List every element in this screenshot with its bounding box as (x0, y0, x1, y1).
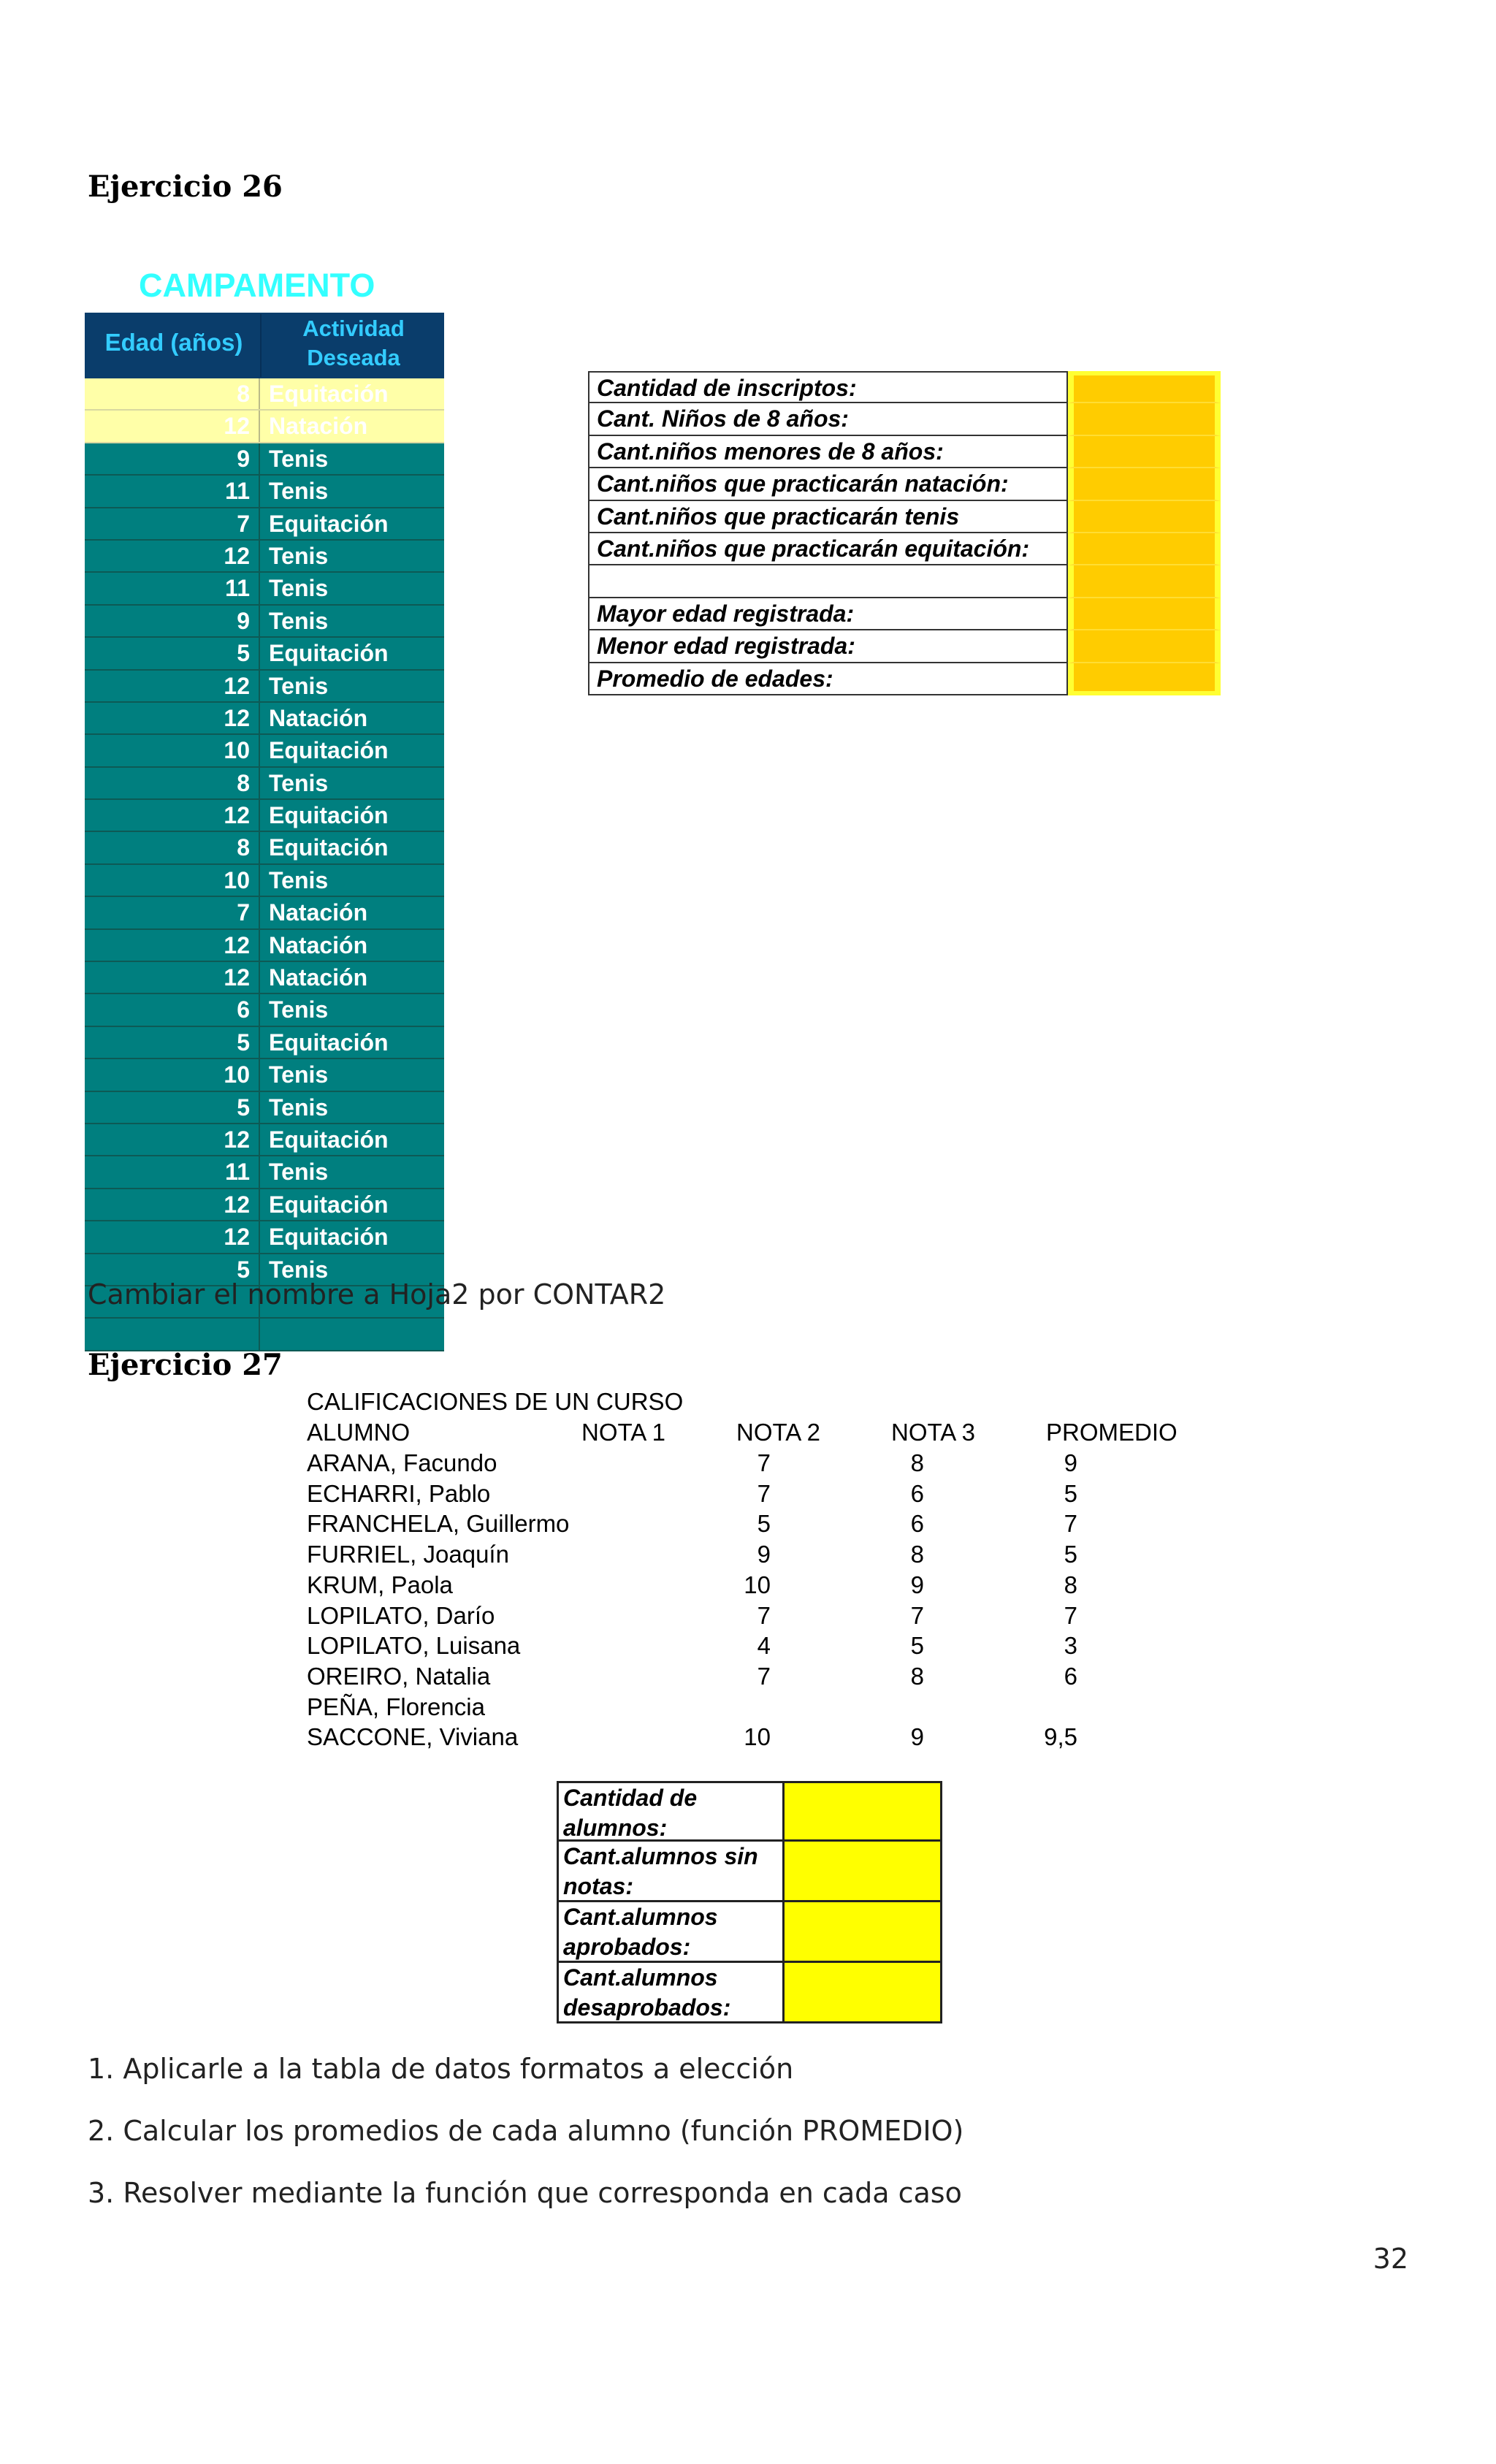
header-nota-1: NOTA 1 (581, 1419, 665, 1446)
camp-table-row (85, 606, 444, 638)
grade-nota-1: 7 (757, 1662, 771, 1690)
camp-table-row (85, 1221, 444, 1254)
age-cell: 10 (85, 865, 260, 896)
grade-nota-3: 7 (1064, 1510, 1077, 1538)
activity-cell: Equitación (269, 381, 389, 407)
exercise-27-heading: Ejercicio 27 (88, 1348, 283, 1382)
summary-row (588, 598, 1221, 630)
age-cell: 5 (85, 1092, 260, 1123)
camp-table-row (85, 930, 444, 962)
camp-table-row (85, 476, 444, 508)
summary-label: Promedio de edades: (588, 663, 1068, 695)
instruction-3: 3. Resolver mediante la función que corresponda en cada caso (88, 2177, 962, 2209)
age-cell: 8 (85, 378, 260, 409)
activity-cell: Equitación (269, 1029, 389, 1056)
summary-label (588, 565, 1068, 598)
camp-table-row (85, 1092, 444, 1124)
camp-table-row (85, 865, 444, 897)
grade-nota-1: 7 (757, 1479, 771, 1507)
camp-table-row (85, 1059, 444, 1091)
grade-nota-2: 9 (910, 1571, 924, 1598)
age-cell: 5 (85, 1027, 260, 1058)
grades-table-title: CALIFICACIONES DE UN CURSO (307, 1388, 684, 1415)
age-cell: 10 (85, 1059, 260, 1090)
grade-nota-2: 8 (910, 1541, 924, 1568)
summary-row (588, 630, 1221, 663)
student-name: OREIRO, Natalia (307, 1662, 491, 1690)
age-cell: 5 (85, 1254, 260, 1285)
stats-answer-cell[interactable] (785, 1842, 942, 1902)
age-cell (85, 1319, 260, 1349)
age-column-header: Edad (años) (104, 329, 243, 356)
grade-nota-1: 4 (757, 1632, 771, 1660)
age-cell: 11 (85, 573, 260, 603)
stats-answer-cell[interactable] (785, 1902, 942, 1963)
activity-cell: Tenis (269, 607, 329, 634)
grade-nota-2: 6 (910, 1479, 924, 1507)
summary-answer-cell[interactable] (1068, 565, 1221, 598)
grade-nota-1: 9 (757, 1541, 771, 1568)
activity-cell: Equitación (269, 737, 389, 764)
summary-label: Cant.niños que practicarán natación: (588, 468, 1068, 500)
stats-answer-cell[interactable] (785, 1781, 942, 1842)
camp-table-row (85, 768, 444, 800)
camp-table-row (85, 800, 444, 832)
camp-table-row (85, 703, 444, 735)
activity-cell: Tenis (269, 769, 329, 796)
camp-table-row (85, 378, 444, 411)
age-cell: 12 (85, 800, 260, 831)
header-nota-2: NOTA 2 (736, 1419, 820, 1446)
activity-cell (260, 1319, 444, 1349)
grade-nota-1: 7 (757, 1601, 771, 1629)
header-promedio: PROMEDIO (1046, 1419, 1178, 1446)
stats-label: Cant.alumnos sin notas: (557, 1842, 785, 1902)
camp-table-header (85, 313, 444, 378)
camp-table-row (85, 994, 444, 1026)
age-cell: 12 (85, 671, 260, 701)
age-cell: 11 (85, 1156, 260, 1187)
header-nota-3: NOTA 3 (891, 1419, 975, 1446)
summary-answer-cell[interactable] (1068, 501, 1221, 533)
summary-row (588, 403, 1221, 435)
camp-table-row (85, 897, 444, 929)
camp-table-row (85, 1027, 444, 1059)
age-cell: 12 (85, 1189, 260, 1220)
student-name: LOPILATO, Luisana (307, 1632, 521, 1660)
activity-cell: Natación (269, 931, 368, 958)
age-cell: 11 (85, 476, 260, 506)
activity-cell: Tenis (269, 478, 329, 505)
student-name: FRANCHELA, Guillermo (307, 1510, 570, 1538)
activity-cell: Natación (269, 704, 368, 731)
camp-table-row (85, 832, 444, 864)
grade-nota-2: 8 (910, 1449, 924, 1476)
grades-stats-table (557, 1781, 942, 2024)
summary-row (588, 468, 1221, 500)
age-cell: 7 (85, 508, 260, 539)
student-name: LOPILATO, Darío (307, 1601, 495, 1629)
grade-nota-3: 9,5 (1044, 1723, 1077, 1751)
age-cell: 12 (85, 541, 260, 571)
instruction-2: 2. Calcular los promedios de cada alumno (función PROMEDIO) (88, 2115, 964, 2147)
grade-nota-3: 7 (1064, 1601, 1077, 1629)
student-name: ECHARRI, Pablo (307, 1479, 491, 1507)
summary-answer-cell[interactable] (1068, 436, 1221, 468)
grade-nota-3: 9 (1064, 1449, 1077, 1476)
camp-table-row (85, 962, 444, 994)
camp-table-row (85, 1319, 444, 1351)
activity-cell: Tenis (269, 1094, 329, 1121)
header-alumno: ALUMNO (307, 1419, 411, 1446)
student-name: KRUM, Paola (307, 1571, 453, 1598)
activity-cell: Tenis (269, 1159, 329, 1186)
summary-row (588, 371, 1221, 403)
camp-summary-table (588, 371, 1221, 695)
grade-nota-2: 8 (910, 1662, 924, 1690)
grade-nota-1: 5 (757, 1510, 771, 1538)
camp-table-body (85, 378, 444, 1351)
age-cell: 8 (85, 832, 260, 863)
summary-label: Mayor edad registrada: (588, 598, 1068, 630)
camp-table-row (85, 1189, 444, 1221)
summary-answer-cell[interactable] (1068, 663, 1221, 695)
activity-cell: Tenis (269, 672, 329, 699)
age-cell: 8 (85, 768, 260, 798)
grade-nota-1: 7 (757, 1449, 771, 1476)
stats-label: Cant.alumnos aprobados: (557, 1902, 785, 1963)
grade-nota-3: 5 (1064, 1479, 1077, 1507)
grade-nota-2: 7 (910, 1601, 924, 1629)
activity-cell: Equitación (269, 640, 389, 667)
stats-label: Cant.alumnos desaprobados: (557, 1963, 785, 2024)
summary-label: Cant. Niños de 8 años: (588, 403, 1068, 435)
summary-answer-cell[interactable] (1068, 630, 1221, 663)
age-cell: 12 (85, 411, 260, 441)
student-name: ARANA, Facundo (307, 1449, 497, 1476)
rename-instruction: Cambiar el nombre a Hoja2 por CONTAR2 (88, 1278, 666, 1311)
camp-table-row (85, 411, 444, 443)
summary-label: Cant.niños que practicarán equitación: (588, 533, 1068, 565)
age-cell: 9 (85, 443, 260, 474)
stats-row (557, 1963, 942, 2024)
grade-nota-1: 10 (744, 1571, 771, 1598)
activity-cell: Equitación (269, 1126, 389, 1153)
camp-table-row (85, 638, 444, 670)
stats-row (557, 1842, 942, 1902)
summary-row (588, 565, 1221, 598)
grade-nota-1: 10 (744, 1723, 771, 1751)
activity-cell: Equitación (269, 1191, 389, 1218)
activity-cell: Equitación (269, 1224, 389, 1251)
activity-cell: Equitación (269, 510, 389, 537)
camp-table-row (85, 1156, 444, 1189)
summary-answer-cell[interactable] (1068, 371, 1221, 403)
activity-cell: Tenis (269, 445, 329, 472)
activity-cell: Tenis (269, 1256, 329, 1283)
summary-row (588, 501, 1221, 533)
summary-answer-cell[interactable] (1068, 468, 1221, 500)
grade-nota-3: 6 (1064, 1662, 1077, 1690)
age-cell: 6 (85, 994, 260, 1025)
grade-nota-3: 8 (1064, 1571, 1077, 1598)
summary-row (588, 663, 1221, 695)
activity-cell: Tenis (269, 575, 329, 602)
summary-row (588, 533, 1221, 565)
activity-cell: Tenis (269, 866, 329, 893)
page-number: 32 (1373, 2243, 1408, 2275)
age-cell: 12 (85, 703, 260, 733)
grade-nota-2: 9 (910, 1723, 924, 1751)
student-name: FURRIEL, Joaquín (307, 1541, 509, 1568)
student-name: SACCONE, Viviana (307, 1723, 519, 1751)
grade-nota-3: 3 (1064, 1632, 1077, 1660)
summary-row (588, 436, 1221, 468)
instruction-1: 1. Aplicarle a la tabla de datos formatos a elección (88, 2053, 794, 2085)
grade-nota-3: 5 (1064, 1541, 1077, 1568)
stats-row (557, 1781, 942, 1842)
camp-table-row (85, 1124, 444, 1156)
age-cell: 12 (85, 1221, 260, 1252)
camp-table-row (85, 671, 444, 703)
age-cell: 7 (85, 897, 260, 928)
activity-column-header: Actividad Deseada (302, 316, 405, 370)
grade-nota-2: 6 (910, 1510, 924, 1538)
summary-label: Cantidad de inscriptos: (588, 371, 1068, 403)
camp-table-row (85, 443, 444, 476)
summary-answer-cell[interactable] (1068, 403, 1221, 435)
age-cell: 5 (85, 638, 260, 668)
camp-table-row (85, 735, 444, 767)
activity-cell: Natación (269, 964, 368, 991)
camp-table-row (85, 573, 444, 605)
camp-table-row (85, 508, 444, 541)
summary-label: Menor edad registrada: (588, 630, 1068, 663)
stats-row (557, 1902, 942, 1963)
summary-label: Cant.niños menores de 8 años: (588, 436, 1068, 468)
camp-table-title: CAMPAMENTO (139, 267, 375, 304)
summary-label: Cant.niños que practicarán tenis (588, 501, 1068, 533)
stats-label: Cantidad de alumnos: (557, 1781, 785, 1842)
summary-answer-cell[interactable] (1068, 533, 1221, 565)
stats-answer-cell[interactable] (785, 1963, 942, 2024)
summary-answer-cell[interactable] (1068, 598, 1221, 630)
activity-cell: Equitación (269, 802, 389, 829)
camp-table (85, 313, 444, 1351)
activity-cell: Tenis (269, 996, 329, 1023)
age-cell: 9 (85, 606, 260, 636)
age-cell: 12 (85, 1124, 260, 1155)
activity-cell: Natación (269, 899, 368, 926)
age-cell: 12 (85, 930, 260, 961)
age-cell: 10 (85, 735, 260, 766)
exercise-26-heading: Ejercicio 26 (88, 169, 283, 204)
activity-cell: Natación (269, 413, 368, 440)
camp-table-row (85, 541, 444, 573)
activity-cell: Tenis (269, 1061, 329, 1088)
activity-cell: Equitación (269, 834, 389, 861)
grade-nota-2: 5 (910, 1632, 924, 1660)
activity-cell: Tenis (269, 542, 329, 569)
student-name: PEÑA, Florencia (307, 1693, 485, 1720)
age-cell: 12 (85, 962, 260, 993)
